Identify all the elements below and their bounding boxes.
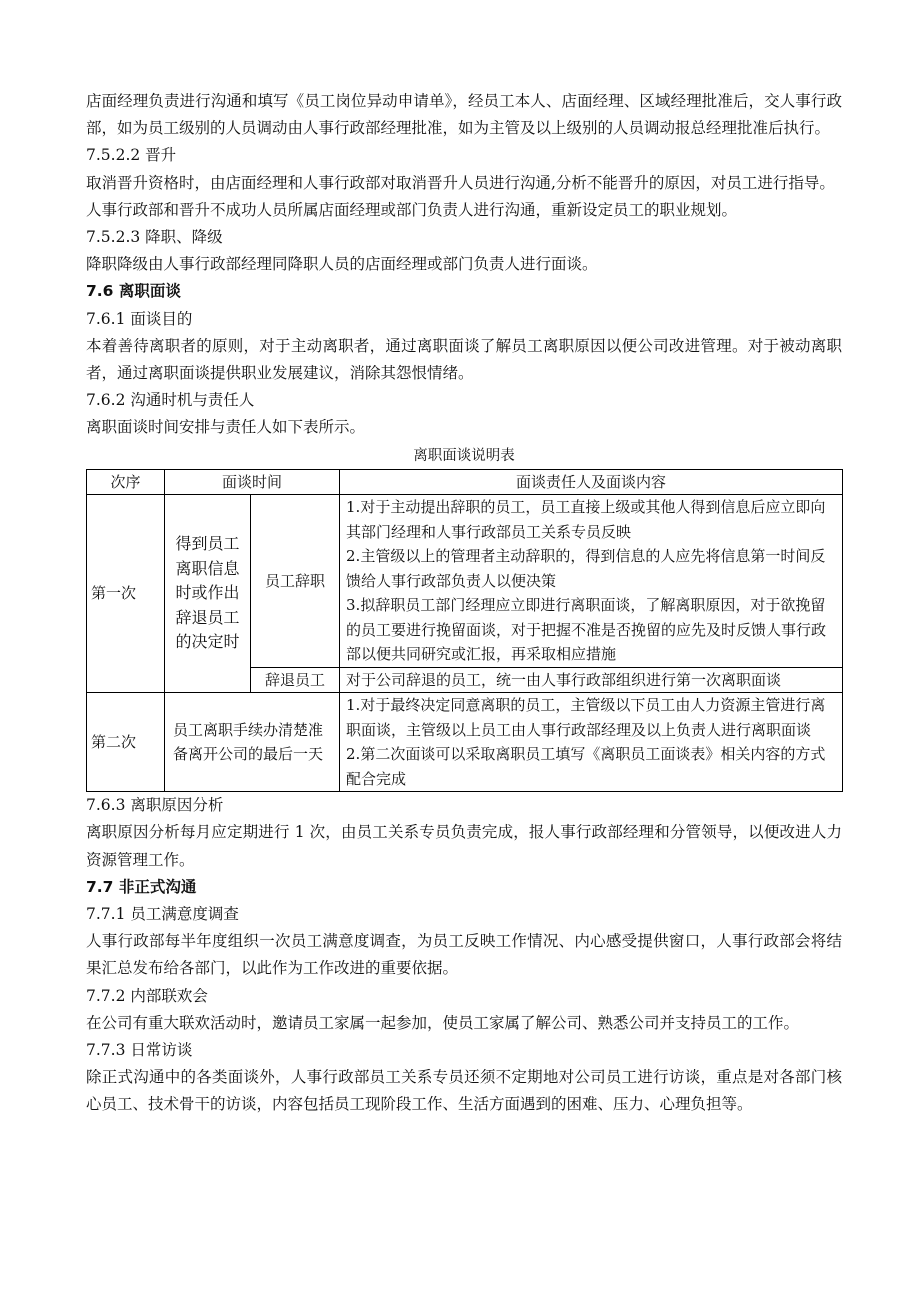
second-item-2: 2.第二次面谈可以采取离职员工填写《离职员工面谈表》相关内容的方式配合完成 xyxy=(346,745,826,788)
paragraph-transfer-procedure: 店面经理负责进行沟通和填写《员工岗位异动申请单》，经员工本人、店面经理、区域经理批准后，交人事行政部，如为员工级别的人员调动由人事行政部经理批准，如为主管及以上级别的人员调动报总经理批准后执行。 xyxy=(86,92,842,138)
paragraph-7-7-2: 在公司有重大联欢活动时，邀请员工家属一起参加，使员工家属了解公司、熟悉公司并支持员工的工作。 xyxy=(86,1013,800,1032)
resign-item-2: 2.主管级以上的管理者主动辞职的，得到信息的人应先将信息第一时间反馈给人事行政部负责人以便决策 xyxy=(346,547,826,590)
row2-time: 员工离职手续办清楚准备离开公司的最后一天 xyxy=(165,693,340,792)
subheading-7-5-2-2: 7.5.2.2 晋升 xyxy=(86,146,177,165)
paragraph-7-7-3: 除正式沟通中的各类面谈外，人事行政部员工关系专员还须不定期地对公司员工进行访谈，重点是对各部门核心员工、技术骨干的访谈，内容包括员工现阶段工作、生活方面遇到的困难、压力、心理负担等。 xyxy=(86,1068,842,1114)
row1-dismiss-content: 对于公司辞退的员工，统一由人事行政部组织进行第一次离职面谈 xyxy=(340,667,843,693)
row1-resign-content xyxy=(340,495,843,668)
heading-7-6: 7.6 离职面谈 xyxy=(86,282,181,301)
second-item-1: 1.对于最终决定同意离职的员工，主管级以下员工由人力资源主管进行离职面谈，主管级以上员工由人事行政部经理及以上负责人进行离职面谈 xyxy=(346,696,826,739)
paragraph-demotion: 降职降级由人事行政部经理同降职人员的店面经理或部门负责人进行面谈。 xyxy=(86,255,598,274)
header-order: 次序 xyxy=(87,469,165,495)
row1-type-resign: 员工辞职 xyxy=(251,495,340,668)
row2-order: 第二次 xyxy=(87,693,165,792)
document-page xyxy=(86,88,842,1119)
subheading-7-6-3: 7.6.3 离职原因分析 xyxy=(86,796,224,815)
paragraph-7-7-1: 人事行政部每半年度组织一次员工满意度调查，为员工反映工作情况、内心感受提供窗口，人事行政部会将结果汇总发布给各部门，以此作为工作改进的重要依据。 xyxy=(86,932,842,978)
table-caption: 离职面谈说明表 xyxy=(413,447,515,464)
resign-item-1: 1.对于主动提出辞职的员工，员工直接上级或其他人得到信息后应立即向其部门经理和人事行政部员工关系专员反映 xyxy=(346,498,826,541)
subheading-7-7-3: 7.7.3 日常访谈 xyxy=(86,1040,193,1059)
header-time: 面谈时间 xyxy=(165,469,340,495)
subheading-7-7-2: 7.7.2 内部联欢会 xyxy=(86,986,208,1005)
row2-content xyxy=(340,693,843,792)
subheading-7-7-1: 7.7.1 员工满意度调查 xyxy=(86,904,239,923)
resign-item-3: 3.拟辞职员工部门经理应立即进行离职面谈，了解离职原因，对于欲挽留的员工要进行挽留面谈，对于把握不准是否挽留的应先及时反馈人事行政部以便共同研究或汇报，再采取相应措施 xyxy=(346,596,827,664)
paragraph-cancel-promotion: 取消晋升资格时，由店面经理和人事行政部对取消晋升人员进行沟通,分析不能晋升的原因，对员工进行指导。 xyxy=(86,173,835,192)
paragraph-7-6-3: 离职原因分析每月应定期进行 1 次，由员工关系专员负责完成，报人事行政部经理和分管领导，以便改进人力资源管理工作。 xyxy=(86,823,842,869)
header-content: 面谈责任人及面谈内容 xyxy=(340,469,843,495)
row1-type-dismiss: 辞退员工 xyxy=(251,667,340,693)
subheading-7-6-1: 7.6.1 面谈目的 xyxy=(86,309,193,328)
table-header-row xyxy=(87,469,843,495)
paragraph-7-6-1: 本着善待离职者的原则，对于主动离职者，通过离职面谈了解员工离职原因以便公司改进管理。对于被动离职者，通过离职面谈提供职业发展建议，消除其怨恨情绪。 xyxy=(86,336,842,383)
table-row xyxy=(87,495,843,668)
subheading-7-6-2: 7.6.2 沟通时机与责任人 xyxy=(86,391,255,410)
table-row xyxy=(87,693,843,792)
heading-7-7: 7.7 非正式沟通 xyxy=(86,877,197,896)
row1-time: 得到员工离职信息时或作出辞退员工的决定时 xyxy=(165,495,251,693)
subheading-7-5-2-3: 7.5.2.3 降职、降级 xyxy=(86,228,223,247)
row1-order: 第一次 xyxy=(87,495,165,693)
exit-interview-table xyxy=(86,469,843,793)
paragraph-failed-promotion: 人事行政部和晋升不成功人员所属店面经理或部门负责人进行沟通，重新设定员工的职业规划。 xyxy=(86,200,738,219)
paragraph-7-6-2: 离职面谈时间安排与责任人如下表所示。 xyxy=(86,418,366,437)
